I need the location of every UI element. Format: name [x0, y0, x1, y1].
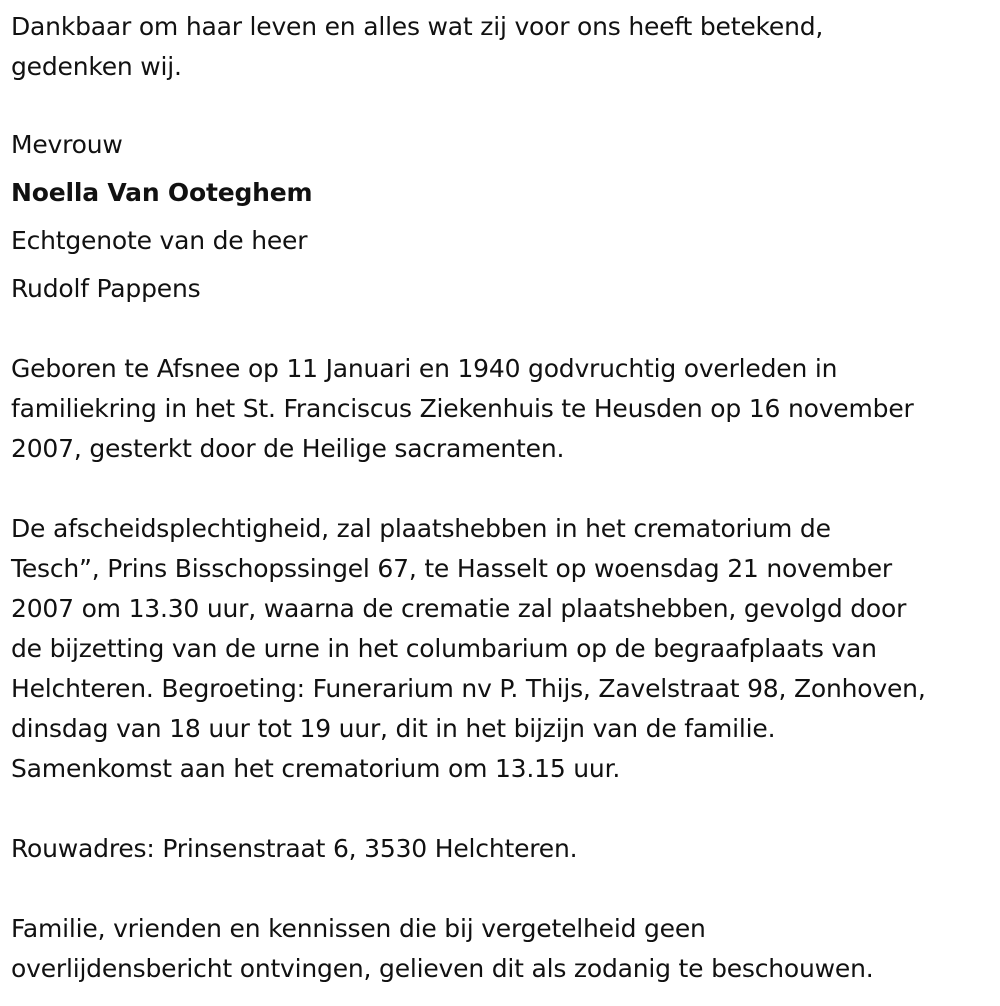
deceased-name: Noella Van Ooteghem — [11, 178, 313, 207]
birth-death-line-3: 2007, gesterkt door de Heilige sacramenten. — [11, 434, 565, 463]
intro-line-1: Dankbaar om haar leven en alles wat zij voor ons heeft betekend, — [11, 12, 824, 41]
mourning-address: Rouwadres: Prinsenstraat 6, 3530 Helchteren. — [11, 834, 578, 863]
closing-line-2: overlijdensbericht ontvingen, gelieven dit als zodanig te beschouwen. — [11, 954, 874, 983]
ceremony-line-6: dinsdag van 18 uur tot 19 uur, dit in het bijzijn van de familie. — [11, 714, 776, 743]
ceremony-line-2: Tesch”, Prins Bisschopssingel 67, te Hasselt op woensdag 21 november — [11, 554, 892, 583]
birth-death-line-1: Geboren te Afsnee op 11 Januari en 1940 godvruchtig overleden in — [11, 354, 838, 383]
birth-death-line-2: familiekring in het St. Franciscus Ziekenhuis te Heusden op 16 november — [11, 394, 914, 423]
intro-line-2: gedenken wij. — [11, 52, 182, 81]
spouse-prefix: Echtgenote van de heer — [11, 226, 308, 255]
salutation: Mevrouw — [11, 130, 123, 159]
closing-line-1: Familie, vrienden en kennissen die bij vergetelheid geen — [11, 914, 706, 943]
ceremony-line-7: Samenkomst aan het crematorium om 13.15 uur. — [11, 754, 621, 783]
ceremony-line-3: 2007 om 13.30 uur, waarna de crematie zal plaatshebben, gevolgd door — [11, 594, 907, 623]
ceremony-line-4: de bijzetting van de urne in het columbarium op de begraafplaats van — [11, 634, 877, 663]
ceremony-line-1: De afscheidsplechtigheid, zal plaatshebben in het crematorium de — [11, 514, 831, 543]
ceremony-line-5: Helchteren. Begroeting: Funerarium nv P. Thijs, Zavelstraat 98, Zonhoven, — [11, 674, 926, 703]
spouse-name: Rudolf Pappens — [11, 274, 201, 303]
